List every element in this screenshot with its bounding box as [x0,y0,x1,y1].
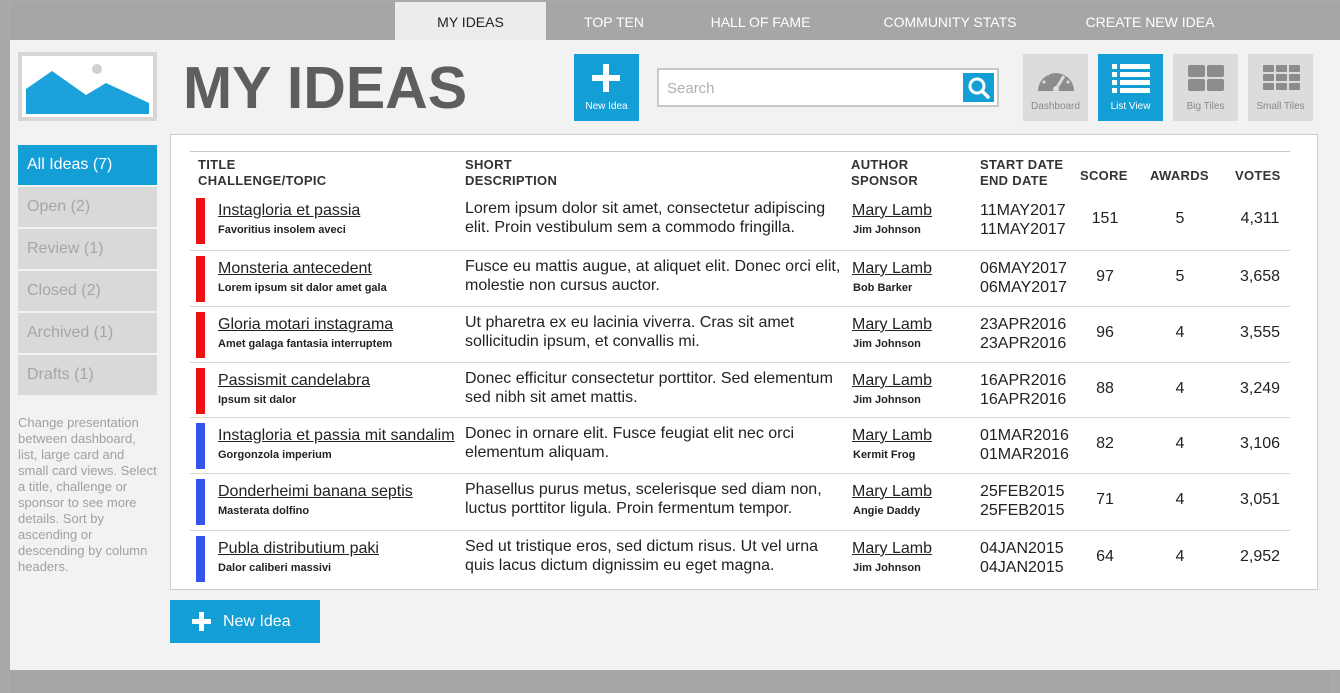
sidebar-item-closed[interactable]: Closed (2) [18,271,157,311]
col-score-header[interactable]: SCORE [1080,168,1128,183]
status-color-bar [196,423,205,469]
list-icon [1110,62,1152,94]
tab-top-ten[interactable]: TOP TEN [584,14,644,30]
end-date: 25FEB2015 [980,502,1065,519]
sidebar-item-review[interactable]: Review (1) [18,229,157,269]
challenge-topic-link[interactable]: Favoritius insolem aveci [218,224,346,236]
sponsor-link[interactable]: Jim Johnson [853,394,921,406]
col-author-header[interactable] [851,157,918,189]
tab-my-ideas[interactable]: MY IDEAS [395,2,546,40]
sidebar-item-all-ideas[interactable]: All Ideas (7) [18,145,157,185]
idea-title-link[interactable]: Publa distributium paki [218,540,379,557]
col-start-label: START DATE [980,157,1064,172]
col-description-header[interactable] [465,157,557,189]
start-date: 23APR2016 [980,316,1067,333]
score-value: 71 [1096,491,1114,508]
new-idea-button[interactable] [574,54,639,121]
idea-description: Fusce eu mattis augue, at aliquet elit. Donec orci elit, molestie non cursus auctor. [465,258,841,294]
idea-description: Donec in ornare elit. Fusce feugiat elit nec orci elementum aliquam. [465,425,795,461]
plus-icon [192,612,211,631]
end-date: 06MAY2017 [980,279,1067,296]
col-description-label: DESCRIPTION [465,173,558,188]
date-range [980,259,1067,297]
sponsor-link[interactable]: Jim Johnson [853,338,921,350]
dashboard-view-label: Dashboard [1031,101,1080,112]
gauge-icon [1035,62,1077,94]
awards-value: 4 [1175,491,1185,508]
image-placeholder-icon [26,59,149,114]
sidebar-item-open[interactable]: Open (2) [18,187,157,227]
date-range [980,539,1064,577]
sponsor-link[interactable]: Angie Daddy [853,505,921,517]
small-tiles-view-label: Small Tiles [1256,101,1305,112]
challenge-topic-link[interactable]: Masterata dolfino [218,505,310,517]
idea-title-link[interactable]: Instagloria et passia mit sandalim [218,427,455,444]
big-tiles-icon [1185,62,1227,94]
tab-hall-of-fame[interactable]: HALL OF FAME [710,14,811,30]
sponsor-link[interactable]: Bob Barker [853,282,913,294]
idea-description: Lorem ipsum dolor sit amet, consectetur adipiscing elit. Proin vestibulum sem a commodo fringilla. [465,200,826,236]
votes-value: 3,658 [1239,268,1281,285]
top-navigation [10,2,1340,40]
new-idea-label: New Idea [585,101,628,112]
challenge-topic-link[interactable]: Dalor caliberi massivi [218,562,332,574]
status-color-bar [196,536,205,582]
idea-title-link[interactable]: Passismit candelabra [218,372,371,389]
score-value: 88 [1096,380,1114,397]
table-row[interactable] [190,530,1290,586]
col-awards-header[interactable]: AWARDS [1150,168,1209,183]
help-text: Change presentation between dashboard, list, large card and small card views. Select a title, challenge or sponsor to see more details. Sort by ascending or descending by column headers. [18,415,157,574]
new-idea-bottom-label: New Idea [223,613,291,630]
challenge-topic-link[interactable]: Amet galaga fantasia interruptem [218,338,393,350]
awards-value: 4 [1175,380,1185,397]
idea-description: Sed ut tristique eros, sed dictum risus. Ut vel urna quis lacus dictum dignissim eu eget magna. [465,538,819,574]
idea-title-link[interactable]: Monsteria antecedent [218,260,372,277]
votes-value: 4,311 [1240,210,1280,227]
plus-icon [592,64,620,92]
start-date: 25FEB2015 [980,483,1065,500]
idea-title-link[interactable]: Instagloria et passia [218,202,361,219]
challenge-topic-link[interactable]: Ipsum sit dalor [218,394,297,406]
big-tiles-view-label: Big Tiles [1186,101,1225,112]
search-input[interactable] [667,77,957,99]
date-range [980,426,1069,464]
table-row[interactable] [190,362,1290,418]
votes-value: 3,249 [1239,380,1281,397]
footer-bar [10,670,1330,693]
new-idea-bottom-button[interactable] [170,600,320,643]
date-range [980,201,1066,239]
start-date: 04JAN2015 [980,540,1064,557]
col-author-label: AUTHOR [851,157,909,172]
votes-value: 2,952 [1239,548,1281,565]
author-link[interactable]: Mary Lamb [852,427,933,444]
col-votes-header[interactable]: VOTES [1235,168,1281,183]
tab-create-new-idea[interactable]: CREATE NEW IDEA [1085,14,1215,30]
start-date: 16APR2016 [980,372,1067,389]
table-row[interactable] [190,306,1290,362]
col-title-label: TITLE [198,157,236,172]
date-range [980,315,1066,353]
table-row[interactable] [190,417,1290,473]
author-link[interactable]: Mary Lamb [852,260,933,277]
sponsor-link[interactable]: Jim Johnson [853,224,921,236]
idea-title-link[interactable]: Gloria motari instagrama [218,316,394,333]
col-end-label: END DATE [980,173,1048,188]
sidebar-item-archived[interactable]: Archived (1) [18,313,157,353]
start-date: 01MAR2016 [980,427,1069,444]
sponsor-link[interactable]: Jim Johnson [853,562,921,574]
score-value: 82 [1096,435,1114,452]
dashboard-view-button[interactable] [1023,54,1088,121]
author-link[interactable]: Mary Lamb [852,540,933,557]
idea-description: Ut pharetra ex eu lacinia viverra. Cras sit amet sollicitudin ipsum, et convallis mi. [465,314,795,350]
sidebar-item-drafts[interactable]: Drafts (1) [18,355,157,395]
col-short-label: SHORT [465,157,512,172]
challenge-topic-link[interactable]: Lorem ipsum sit dalor amet gala [218,282,387,294]
status-color-bar [196,198,205,244]
col-sponsor-label: SPONSOR [851,173,919,188]
page-title: MY IDEAS [183,55,468,121]
idea-description: Phasellus purus metus, scelerisque sed diam non, luctus porttitor ligula. Proin fermentum tempor. [465,481,822,517]
end-date: 01MAR2016 [980,446,1069,463]
score-value: 97 [1096,268,1114,285]
votes-value: 3,106 [1239,435,1281,452]
col-dates-header[interactable] [980,157,1063,189]
logo [18,52,157,121]
col-title-header[interactable] [198,157,327,189]
status-color-bar [196,312,205,358]
idea-title-link[interactable]: Donderheimi banana septis [218,483,413,500]
awards-value: 5 [1175,210,1185,227]
author-link[interactable]: Mary Lamb [852,316,933,333]
author-link[interactable]: Mary Lamb [852,202,933,219]
table-row[interactable] [190,473,1290,529]
votes-value: 3,555 [1239,324,1281,341]
table-header [190,151,1290,191]
status-color-bar [196,479,205,525]
sponsor-link[interactable]: Kermit Frog [853,449,916,461]
date-range [980,371,1066,409]
challenge-topic-link[interactable]: Gorgonzola imperium [218,449,332,461]
search-icon [963,73,994,102]
small-tiles-view-button[interactable] [1248,54,1313,121]
score-value: 151 [1091,210,1119,227]
list-view-button[interactable] [1098,54,1163,121]
votes-value: 3,051 [1239,491,1281,508]
end-date: 16APR2016 [980,391,1067,408]
search-box [657,68,999,107]
tab-community-stats[interactable]: COMMUNITY STATS [883,14,1017,30]
idea-description: Donec efficitur consectetur porttitor. Sed elementum sed nibh sit amet mattis. [465,370,833,406]
score-value: 64 [1096,548,1114,565]
end-date: 23APR2016 [980,335,1067,352]
status-color-bar [196,256,205,302]
awards-value: 4 [1175,435,1185,452]
author-link[interactable]: Mary Lamb [852,483,933,500]
author-link[interactable]: Mary Lamb [852,372,933,389]
list-view-label: List View [1110,101,1151,112]
start-date: 11MAY2017 [980,202,1066,219]
awards-value: 5 [1175,268,1185,285]
score-value: 96 [1096,324,1114,341]
awards-value: 4 [1175,548,1185,565]
status-color-bar [196,368,205,414]
search-button[interactable] [963,73,994,102]
date-range [980,482,1065,520]
awards-value: 4 [1175,324,1185,341]
small-tiles-icon [1260,62,1302,94]
end-date: 11MAY2017 [980,221,1066,238]
col-challenge-label: CHALLENGE/TOPIC [198,173,327,188]
table-row[interactable] [190,193,1290,249]
start-date: 06MAY2017 [980,260,1067,277]
big-tiles-view-button[interactable] [1173,54,1238,121]
end-date: 04JAN2015 [980,559,1064,576]
table-row[interactable] [190,250,1290,306]
